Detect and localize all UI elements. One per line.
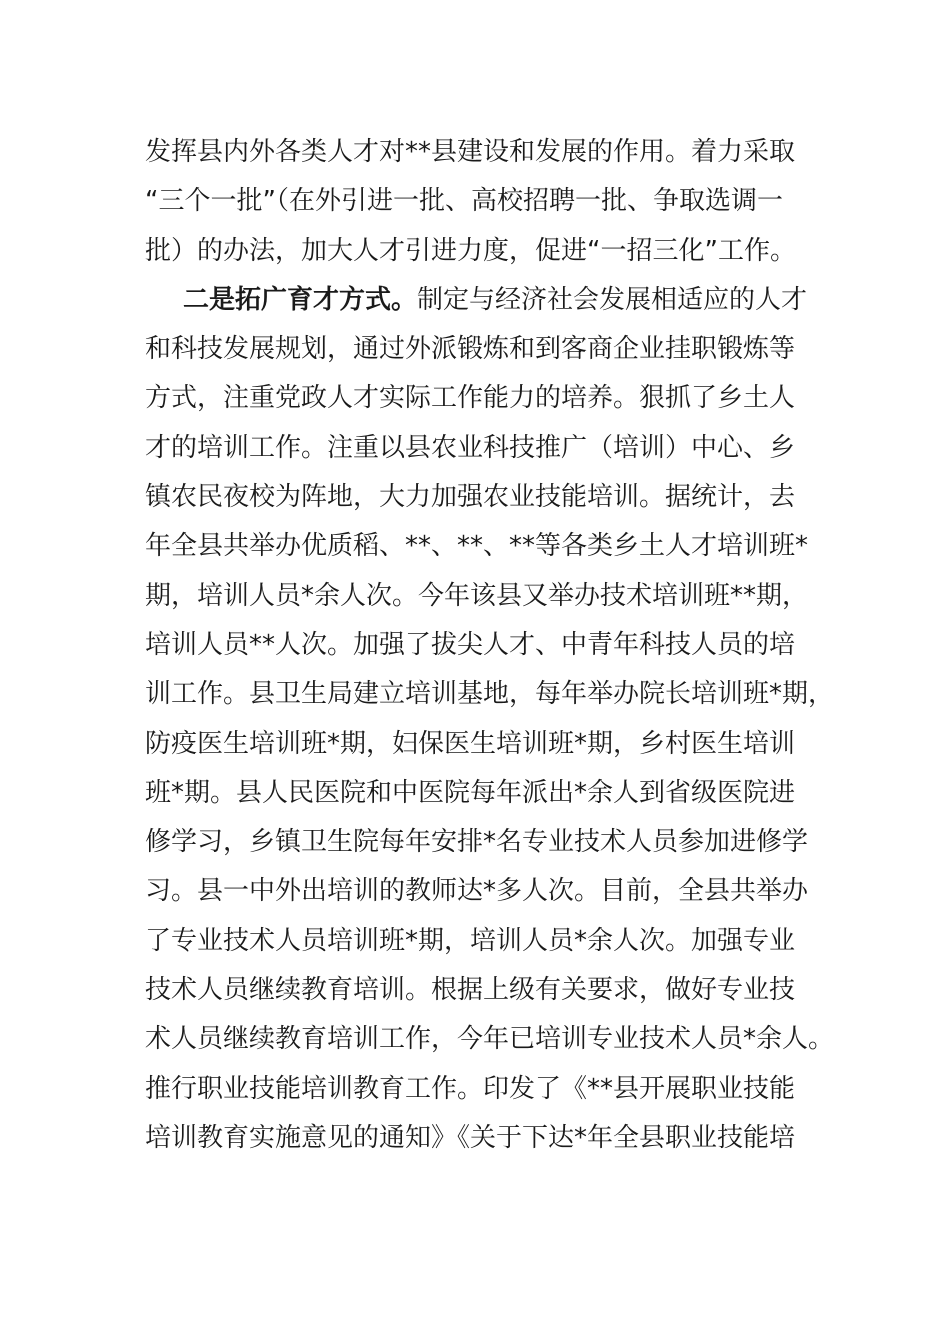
text-line: 技术人员继续教育培训。根据上级有关要求，做好专业技 xyxy=(145,975,796,1006)
text-line: 防疫医生培训班*期，妇保医生培训班*期，乡村医生培训 xyxy=(145,728,796,759)
text-line: 方式，注重党政人才实际工作能力的培养。狠抓了乡土人 xyxy=(145,383,796,414)
text-line: 习。县一中外出培训的教师达*多人次。目前，全县共举办 xyxy=(145,876,809,907)
text-line: 期，培训人员*余人次。今年该县又举办技术培训班**期， xyxy=(145,580,809,611)
text-line: 批）的办法，加大人才引进力度，促进“一招三化”工作。 xyxy=(145,235,796,266)
body-text xyxy=(145,128,835,1163)
text-line: 了专业技术人员培训班*期，培训人员*余人次。加强专业 xyxy=(145,925,796,956)
paragraph-start-line xyxy=(145,276,835,325)
text-line: 培训教育实施意见的通知》《关于下达*年全县职业技能培 xyxy=(145,1122,796,1153)
text-line: 和科技发展规划，通过外派锻炼和到客商企业挂职锻炼等 xyxy=(145,334,796,365)
text-line-rest: 制定与经济社会发展相适应的人才 xyxy=(417,284,808,315)
text-line: 训工作。县卫生局建立培训基地，每年举办院长培训班*期， xyxy=(145,679,835,710)
text-line: 发挥县内外各类人才对**县建设和发展的作用。着力采取 xyxy=(145,137,796,167)
text-line: 才的培训工作。注重以县农业科技推广（培训）中心、乡 xyxy=(145,432,796,463)
text-line: 班*期。县人民医院和中医院每年派出*余人到省级医院进 xyxy=(145,777,796,808)
text-line: 年全县共举办优质稻、**、**、**等各类乡土人才培训班* xyxy=(145,531,809,562)
text-line: 镇农民夜校为阵地，大力加强农业技能培训。据统计，去 xyxy=(145,482,796,513)
text-line: 修学习，乡镇卫生院每年安排*名专业技术人员参加进修学 xyxy=(145,827,809,858)
paragraph-heading: 二是拓广育才方式。 xyxy=(183,284,418,315)
text-line: 术人员继续教育培训工作，今年已培训专业技术人员*余人。 xyxy=(145,1024,835,1055)
text-line: 推行职业技能培训教育工作。印发了《**县开展职业技能 xyxy=(145,1073,796,1104)
text-line: 培训人员**人次。加强了拔尖人才、中青年科技人员的培 xyxy=(145,629,796,660)
text-line: “三个一批”（在外引进一批、高校招聘一批、争取选调一 xyxy=(145,186,783,217)
